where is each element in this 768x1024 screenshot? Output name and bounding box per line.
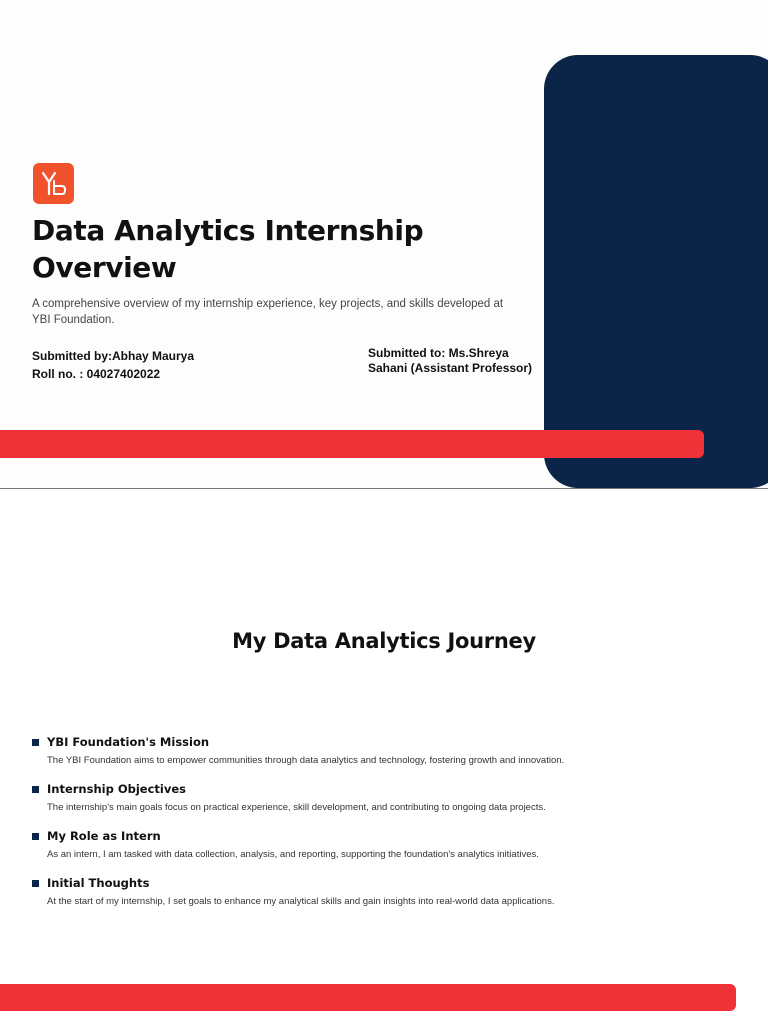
ybi-logo-icon (33, 163, 74, 204)
list-item (32, 782, 672, 829)
submitted-to-text: Submitted to: Ms.Shreya Sahani (Assistant Professor) (368, 346, 533, 375)
journey-slide (0, 489, 768, 1024)
item-description: The YBI Foundation aims to empower communities through data analytics and technology, fostering growth and innovation. (47, 755, 565, 766)
item-description: As an intern, I am tasked with data collection, analysis, and reporting, supporting the foundation's analytics initiatives. (47, 849, 539, 860)
ybi-logo-glyph (39, 169, 69, 199)
navy-decorative-panel (544, 55, 768, 488)
journey-list (32, 735, 672, 923)
red-accent-bar (0, 984, 736, 1011)
bullet-icon (32, 833, 39, 840)
title-slide (0, 0, 768, 489)
item-description: The internship's main goals focus on practical experience, skill development, and contributing to ongoing data projects. (47, 802, 546, 813)
submitted-by-block (32, 347, 194, 383)
bullet-icon (32, 739, 39, 746)
bullet-icon (32, 786, 39, 793)
presentation-title: Data Analytics Internship Overview (32, 214, 424, 284)
list-item (32, 735, 672, 782)
journey-title: My Data Analytics Journey (232, 629, 536, 653)
presentation-subtitle: A comprehensive overview of my internship experience, key projects, and skills developed at YBI Foundation. (32, 298, 504, 326)
item-heading: Internship Objectives (47, 782, 186, 796)
item-description: At the start of my internship, I set goals to enhance my analytical skills and gain insights into real-world data applications. (47, 896, 555, 907)
bullet-icon (32, 880, 39, 887)
submitted-by-text: Submitted by:Abhay Maurya (32, 349, 195, 363)
list-item (32, 876, 672, 923)
item-heading: YBI Foundation's Mission (47, 735, 210, 749)
roll-number-text: Roll no. : 04027402022 (32, 367, 161, 381)
list-item (32, 829, 672, 876)
item-heading: My Role as Intern (47, 829, 161, 843)
item-heading: Initial Thoughts (47, 876, 150, 890)
red-accent-bar (0, 430, 704, 458)
